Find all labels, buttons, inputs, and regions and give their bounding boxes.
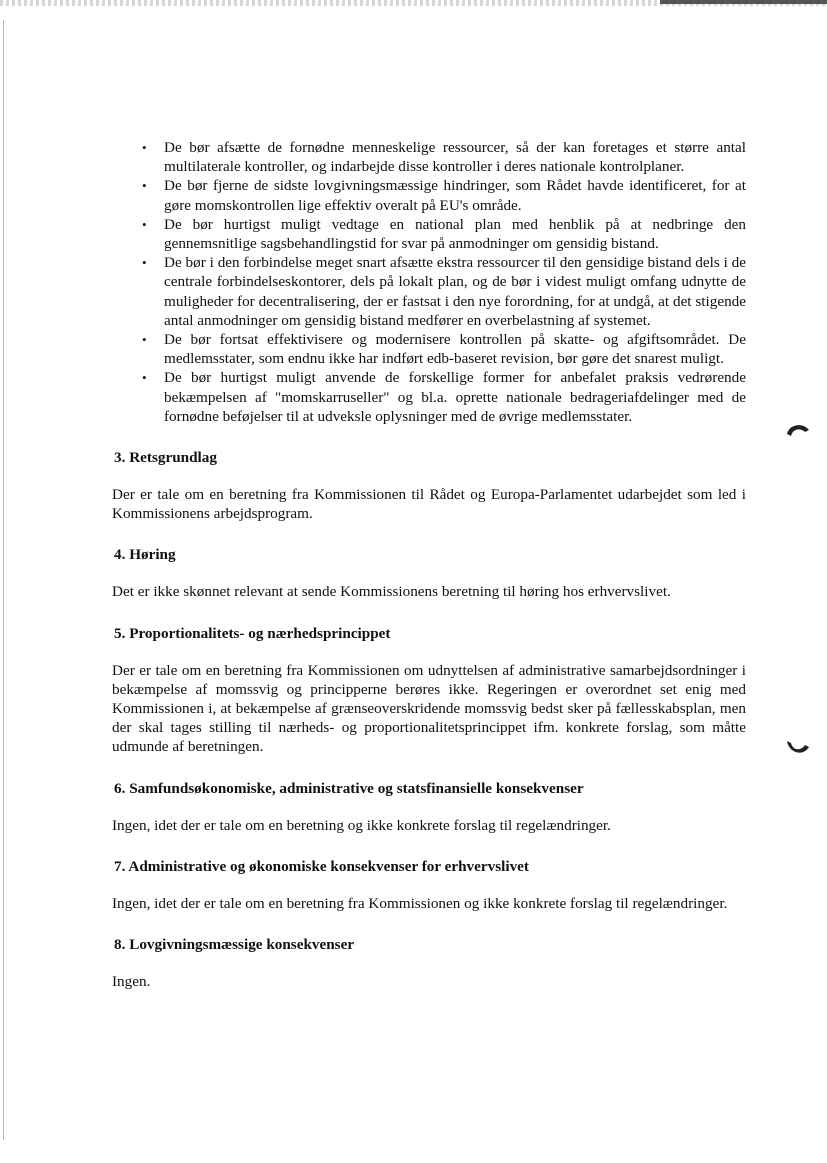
list-item [112,330,746,368]
section-text-proportionalitet: Der er tale om en beretning fra Kommissionen om udnyttelsen af administrative samarbejdsordninger i bekæmpelse af momssvig og principperne berøres ikke. Regeringen er overordnet set enig med Kommissionen i, at bekæmpelse af grænseoverskridende momssvig bedst sker på fællesskabsplan, men der skal tages stilling til nærheds- og proportionalitetsprincippet ifm. konkrete forslag, som måtte udmunde af beretningen. [112,661,746,756]
section-text-lovgivning: Ingen. [112,973,151,991]
bullet-icon: • [142,332,147,348]
section-heading-proportionalitet: 5. Proportionalitets- og nærhedsprincippet [114,624,391,642]
list-item [112,368,746,426]
list-item-text: De bør fortsat effektivisere og modernisere kontrollen på skatte- og afgiftsområdet. De medlemsstater, som endnu ikke har indført edb-baseret revision, bør gøre det snarest muligt. [164,331,746,368]
document-page [112,138,746,991]
bullet-icon: • [142,255,147,271]
section-heading-lovgivning: 8. Lovgivningsmæssige konsekvenser [114,936,355,954]
bullet-icon: • [142,140,147,155]
section-heading-retsgrundlag: 3. Retsgrundlag [114,449,217,467]
list-item-text: De bør fjerne de sidste lovgivningsmæssige hindringer, som Rådet havde identificeret, for at gøre momskontrollen lige effektiv overalt på EU's område. [164,177,746,214]
section-heading-erhvervsliv: 7. Administrative og økonomiske konsekvenser for erhvervslivet [114,857,529,875]
list-item-text: De bør afsætte de fornødne menneskelige ressourcer, så der kan foretages et større antal multilaterale kontroller, og indarbejde disse kontroller i deres nationale kontrolplaner. [164,139,746,176]
bullet-icon: • [142,216,147,232]
section-text-hoering: Det er ikke skønnet relevant at sende Kommissionens beretning til høring hos erhvervslivet. [112,583,671,601]
list-item-text: De bør hurtigst muligt vedtage en national plan med henblik på at nedbringe den gennemsnitlige sagsbehandlingstid for svar på anmodninger om gensidig bistand. [164,215,746,253]
list-item-text: De bør i den forbindelse meget snart afsætte ekstra ressourcer til den gensidige bistand dels i de centrale forbindelseskontorer, dels på lokalt plan, og de bør i videst muligt omfang udnytte de muligheder for decentralisering, der er fastsat i den nye forordning, for at undgå, at det stigende antal anmodninger om gensidig bistand medfører en overbelastning af systemet. [164,254,746,329]
list-item [112,138,746,176]
binder-hole-mark-upper [785,420,811,446]
list-item [112,215,746,253]
section-text-retsgrundlag: Der er tale om en beretning fra Kommissionen til Rådet og Europa-Parlamentet udarbejdet som led i Kommissionens arbejdsprogram. [112,486,746,523]
bullet-icon: • [142,178,147,194]
recommendation-list [112,138,746,426]
bullet-icon: • [142,370,147,386]
section-heading-samfundsoekonomi: 6. Samfundsøkonomiske, administrative og statsfinansielle konsekvenser [114,779,584,797]
section-text-samfundsoekonomi: Ingen, idet der er tale om en beretning og ikke konkrete forslag til regelændringer. [112,816,611,834]
binder-hole-mark-lower [785,733,811,759]
section-text-erhvervsliv: Ingen, idet der er tale om en beretning fra Kommissionen og ikke konkrete forslag til regelændringer. [112,894,728,912]
list-item [112,176,746,214]
scan-left-edge [3,20,4,1140]
scan-top-shadow [660,0,827,4]
section-heading-hoering: 4. Høring [114,546,176,564]
list-item [112,253,746,330]
list-item-text: De bør hurtigst muligt anvende de forskellige former for anbefalet praksis vedrørende bekæmpelsen af "momskarruseller" og bl.a. oprette nationale bedrageriafdelinger med de fornødne beføjelser til at udveksle oplysninger med de øvrige medlemsstater. [164,369,746,425]
